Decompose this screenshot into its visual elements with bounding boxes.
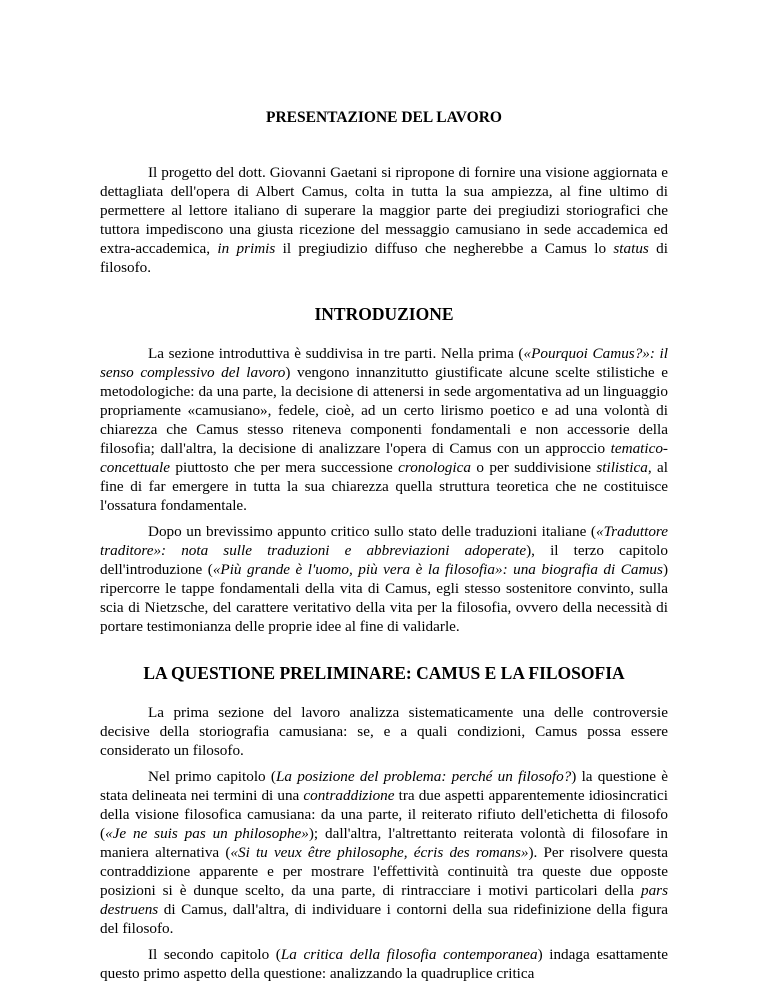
italic-text: La critica della filosofia contemporanea (280, 946, 538, 963)
text-run: , al fine di far emergere in tutta la sua chiarezza quella struttura teoretica che ne costituisce l'ossatura fondamentale. (100, 459, 668, 514)
text-run: Dopo un brevissimo appunto critico sullo stato delle traduzioni italiane ( (148, 523, 596, 540)
italic-text: in primis (217, 240, 276, 257)
italic-text: status (613, 240, 649, 257)
text-run: di Camus, dall'altra, di individuare i contorni della sua ridefinizione della figura del filosofo. (100, 901, 668, 937)
text-run: Nel primo capitolo ( (148, 768, 276, 785)
text-run: ) vengono innanzitutto giustificate alcune scelte stilistiche e metodologiche: da una parte, la decisione di attenersi in sede argomentativa ad un linguaggio propriamente «camusiano», fedele, cioè, ad un certo lirismo poetico e ad una volontà di chiarezza che Camus stesso riteneva componenti fondamentali e non accessorie della filosofia; dall'altra, la decisione di analizzare l'opera di Camus con un approccio (100, 364, 668, 457)
italic-text: «Je ne suis pas un philosophe» (105, 825, 309, 842)
italic-text: contraddizione (303, 787, 395, 804)
italic-text: tematico-concettuale (100, 440, 668, 476)
text-run: tra due aspetti apparentemente idiosincratici della visione filosofica camusiana: da una parte, il reiterato rifiuto dell'etichetta di filosofo ( (100, 787, 668, 842)
text-run: ). Per risolvere questa contraddizione apparente e per mostrare l'effettività continuità tra queste due opposte posizioni si è dunque scelto, da una parte, di rintracciare i motivi particolari della (100, 844, 668, 899)
italic-text: stilistica (596, 459, 648, 476)
italic-text: «Traduttore traditore»: nota sulle traduzioni e abbreviazioni adoperate (100, 523, 668, 559)
text-run: Il progetto del dott. Giovanni Gaetani si ripropone di fornire una visione aggiornata e dettagliata dell'opera di Albert Camus, colta in tutta la sua ampiezza, al fine ultimo di permettere al lettore italiano di superare la maggior parte dei pregiudizi storiografici che tuttora impediscono una giusta ricezione del messaggio camusiano in sede accademica ed extra-accademica, (100, 164, 668, 257)
text-run: piuttosto che per mera successione (170, 459, 399, 476)
paragraph (100, 344, 668, 515)
italic-text: La posizione del problema: perché un filosofo? (275, 768, 572, 785)
paragraph (100, 703, 668, 760)
text-run: La prima sezione del lavoro analizza sistematicamente una delle controversie decisive della storiografia camusiana: se, e a quali condizioni, Camus possa essere considerato un filosofo. (100, 704, 668, 759)
text-run: La sezione introduttiva è suddivisa in tre parti. Nella prima ( (148, 345, 524, 362)
text-run: Il secondo capitolo ( (148, 946, 281, 963)
italic-text: cronologica (398, 459, 471, 476)
italic-text: «Pourquoi Camus?»: il senso complessivo del lavoro (100, 345, 668, 381)
italic-text: pars destruens (100, 882, 668, 918)
text-run: o per suddivisione (470, 459, 597, 476)
text-run: di filosofo. (100, 240, 668, 276)
text-run: ) indaga esattamente questo primo aspetto della questione: analizzando la quadruplice critica (100, 946, 668, 982)
paragraph (100, 767, 668, 938)
text-run: il pregiudizio diffuso che negherebbe a Camus lo (275, 240, 614, 257)
text-run: ); dall'altra, l'altrettanto reiterata volontà di filosofare in maniera alternativa ( (100, 825, 668, 861)
section-heading-presentazione: PRESENTAZIONE DEL LAVORO (266, 109, 502, 126)
section-heading-introduzione: INTRODUZIONE (314, 304, 454, 324)
italic-text: «Più grande è l'uomo, più vera è la filosofia»: una biografia di Camus (212, 561, 663, 578)
paragraph (100, 945, 668, 983)
text-run: ), il terzo capitolo dell'introduzione ( (100, 542, 668, 578)
italic-text: «Si tu veux être philosophe, écris des romans» (230, 844, 529, 861)
paragraph (100, 522, 668, 636)
section-heading-questione-preliminare: LA QUESTIONE PRELIMINARE: CAMUS E LA FILOSOFIA (143, 663, 625, 683)
text-run: ) la questione è stata delineata nei termini di una (100, 768, 668, 804)
document-page (100, 108, 668, 983)
text-run: ) ripercorre le tappe fondamentali della vita di Camus, egli stesso sostenitore convinto, sulla scia di Nietzsche, del carattere veritativo della vita per la filosofia, ovvero della necessità di portare testimonianza delle proprie idee al fine di validarle. (100, 561, 668, 635)
paragraph (100, 163, 668, 277)
